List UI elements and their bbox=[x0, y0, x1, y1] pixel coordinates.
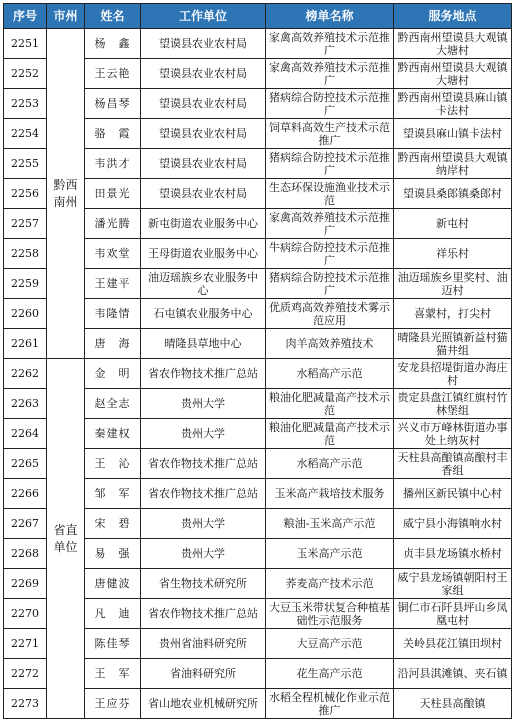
work-unit: 省农作物技术推广总站 bbox=[141, 449, 266, 479]
row-number: 2269 bbox=[4, 569, 47, 599]
list-name: 家禽高效养殖技术示范推广 bbox=[266, 29, 394, 59]
person-name: 田景光 bbox=[85, 179, 141, 209]
list-name: 家禽高效养殖技术示范推广 bbox=[266, 209, 394, 239]
work-unit: 望谟县农业农村局 bbox=[141, 149, 266, 179]
row-number: 2254 bbox=[4, 119, 47, 149]
row-number: 2265 bbox=[4, 449, 47, 479]
person-name: 王云艳 bbox=[85, 59, 141, 89]
work-unit: 贵州大学 bbox=[141, 389, 266, 419]
person-name: 赵全志 bbox=[85, 389, 141, 419]
work-unit: 省生物技术研究所 bbox=[141, 569, 266, 599]
service-place: 油迈瑶族乡里奖村、油迈村 bbox=[394, 269, 512, 299]
row-number: 2264 bbox=[4, 419, 47, 449]
list-name: 水稻高产示范 bbox=[266, 449, 394, 479]
list-name: 玉米高产栽培技术服务 bbox=[266, 479, 394, 509]
header-seq: 序号 bbox=[4, 4, 47, 29]
work-unit: 晴隆县草地中心 bbox=[141, 329, 266, 359]
person-name: 潘光腾 bbox=[85, 209, 141, 239]
row-number: 2252 bbox=[4, 59, 47, 89]
service-place: 祥乐村 bbox=[394, 239, 512, 269]
person-name: 唐 海 bbox=[85, 329, 141, 359]
city-cell: 黔西南州 bbox=[47, 29, 85, 359]
work-unit: 望谟县农业农村局 bbox=[141, 29, 266, 59]
city-cell: 省直单位 bbox=[47, 359, 85, 719]
service-place: 贞丰县龙场镇水桥村 bbox=[394, 539, 512, 569]
person-name: 唐健波 bbox=[85, 569, 141, 599]
service-place: 黔西南州望谟县大观镇纳岸村 bbox=[394, 149, 512, 179]
work-unit: 贵州大学 bbox=[141, 419, 266, 449]
work-unit: 望谟县农业农村局 bbox=[141, 89, 266, 119]
person-name: 凡 迪 bbox=[85, 599, 141, 629]
work-unit: 省农作物技术推广总站 bbox=[141, 359, 266, 389]
work-unit: 望谟县农业农村局 bbox=[141, 179, 266, 209]
person-name: 韦洪才 bbox=[85, 149, 141, 179]
work-unit: 省农作物技术推广总站 bbox=[141, 479, 266, 509]
service-place: 晴隆县光照镇新益村猫猫井组 bbox=[394, 329, 512, 359]
list-name: 大豆高产示范 bbox=[266, 629, 394, 659]
work-unit: 望谟县农业农村局 bbox=[141, 119, 266, 149]
row-number: 2253 bbox=[4, 89, 47, 119]
work-unit: 省农作物技术推广总站 bbox=[141, 599, 266, 629]
service-place: 黔西南州望谟县大观镇大塘村 bbox=[394, 59, 512, 89]
list-name: 粮油化肥减量高产技术示范 bbox=[266, 389, 394, 419]
person-name: 邹 军 bbox=[85, 479, 141, 509]
person-name: 韦欢堂 bbox=[85, 239, 141, 269]
list-name: 猪病综合防控技术示范推广 bbox=[266, 269, 394, 299]
person-name: 杨 鑫 bbox=[85, 29, 141, 59]
service-place: 贵定县盘江镇红旗村竹林堡组 bbox=[394, 389, 512, 419]
row-number: 2266 bbox=[4, 479, 47, 509]
list-name: 粮油-玉米高产示范 bbox=[266, 509, 394, 539]
service-place: 天柱县高酿镇 bbox=[394, 689, 512, 719]
service-place: 新屯村 bbox=[394, 209, 512, 239]
row-number: 2273 bbox=[4, 689, 47, 719]
person-name: 韦隆情 bbox=[85, 299, 141, 329]
service-place: 兴义市万峰林街道办事处上纳灰村 bbox=[394, 419, 512, 449]
service-place: 威宁县小海镇响水村 bbox=[394, 509, 512, 539]
list-name: 生态环保设施渔业技术示范 bbox=[266, 179, 394, 209]
row-number: 2267 bbox=[4, 509, 47, 539]
header-row bbox=[4, 4, 512, 29]
work-unit: 石屯镇农业服务中心 bbox=[141, 299, 266, 329]
work-unit: 贵州大学 bbox=[141, 509, 266, 539]
service-place: 铜仁市石阡县坪山乡凤凰屯村 bbox=[394, 599, 512, 629]
row-number: 2271 bbox=[4, 629, 47, 659]
row-number: 2263 bbox=[4, 389, 47, 419]
person-name: 王 沁 bbox=[85, 449, 141, 479]
list-name: 大豆玉米带状复合种植基础性示范服务 bbox=[266, 599, 394, 629]
work-unit: 贵州大学 bbox=[141, 539, 266, 569]
service-place: 黔西南州望谟县麻山镇卡法村 bbox=[394, 89, 512, 119]
list-name: 水稻高产示范 bbox=[266, 359, 394, 389]
list-name: 优质鸡高效养殖技术雾示范应用 bbox=[266, 299, 394, 329]
service-place: 喜蒙村，打尖村 bbox=[394, 299, 512, 329]
header-list: 榜单名称 bbox=[266, 4, 394, 29]
service-place: 播州区新民镇中心村 bbox=[394, 479, 512, 509]
roster-table bbox=[3, 3, 512, 719]
person-name: 王建平 bbox=[85, 269, 141, 299]
person-name: 王 军 bbox=[85, 659, 141, 689]
row-number: 2268 bbox=[4, 539, 47, 569]
list-name: 水稻全程机械化作业示范推广 bbox=[266, 689, 394, 719]
work-unit: 省山地农业机械研究所 bbox=[141, 689, 266, 719]
header-city: 市州 bbox=[47, 4, 85, 29]
person-name: 杨昌琴 bbox=[85, 89, 141, 119]
row-number: 2272 bbox=[4, 659, 47, 689]
person-name: 宋 碧 bbox=[85, 509, 141, 539]
row-number: 2260 bbox=[4, 299, 47, 329]
work-unit: 望谟县农业农村局 bbox=[141, 59, 266, 89]
list-name: 肉羊高效养殖技术 bbox=[266, 329, 394, 359]
service-place: 黔西南州望谟县大观镇大塘村 bbox=[394, 29, 512, 59]
person-name: 秦建权 bbox=[85, 419, 141, 449]
person-name: 陈佳琴 bbox=[85, 629, 141, 659]
table-row bbox=[4, 359, 512, 389]
work-unit: 省油料研究所 bbox=[141, 659, 266, 689]
person-name: 金 明 bbox=[85, 359, 141, 389]
list-name: 荞麦高产技术示范 bbox=[266, 569, 394, 599]
row-number: 2262 bbox=[4, 359, 47, 389]
list-name: 花生高产示范 bbox=[266, 659, 394, 689]
work-unit: 油迈瑶族乡农业服务中心 bbox=[141, 269, 266, 299]
row-number: 2259 bbox=[4, 269, 47, 299]
list-name: 家禽高效养殖技术示范推广 bbox=[266, 59, 394, 89]
person-name: 易 强 bbox=[85, 539, 141, 569]
person-name: 骆 霞 bbox=[85, 119, 141, 149]
list-name: 玉米高产示范 bbox=[266, 539, 394, 569]
service-place: 威宁县龙场镇朝阳村王家组 bbox=[394, 569, 512, 599]
row-number: 2270 bbox=[4, 599, 47, 629]
person-name: 王应芬 bbox=[85, 689, 141, 719]
row-number: 2258 bbox=[4, 239, 47, 269]
header-place: 服务地点 bbox=[394, 4, 512, 29]
list-name: 猪病综合防控技术示范推广 bbox=[266, 149, 394, 179]
list-name: 饲草料高效生产技术示范推广 bbox=[266, 119, 394, 149]
service-place: 安龙县招堤街道办海庄村 bbox=[394, 359, 512, 389]
work-unit: 王母街道农业服务中心 bbox=[141, 239, 266, 269]
service-place: 天柱县高酿镇高酿村丰香组 bbox=[394, 449, 512, 479]
service-place: 望谟县桑郎镇桑郎村 bbox=[394, 179, 512, 209]
work-unit: 新屯街道农业服务中心 bbox=[141, 209, 266, 239]
service-place: 沿河县淇滩镇、夹石镇 bbox=[394, 659, 512, 689]
row-number: 2251 bbox=[4, 29, 47, 59]
service-place: 望谟县麻山镇卡法村 bbox=[394, 119, 512, 149]
row-number: 2255 bbox=[4, 149, 47, 179]
service-place: 关岭县花江镇田坝村 bbox=[394, 629, 512, 659]
header-name: 姓名 bbox=[85, 4, 141, 29]
work-unit: 贵州省油料研究所 bbox=[141, 629, 266, 659]
list-name: 牛病综合防控技术示范推广 bbox=[266, 239, 394, 269]
header-unit: 工作单位 bbox=[141, 4, 266, 29]
table-body bbox=[4, 29, 512, 719]
list-name: 粮油化肥减量高产技术示范 bbox=[266, 419, 394, 449]
row-number: 2256 bbox=[4, 179, 47, 209]
row-number: 2261 bbox=[4, 329, 47, 359]
table-row bbox=[4, 29, 512, 59]
row-number: 2257 bbox=[4, 209, 47, 239]
list-name: 猪病综合防控技术示范推广 bbox=[266, 89, 394, 119]
